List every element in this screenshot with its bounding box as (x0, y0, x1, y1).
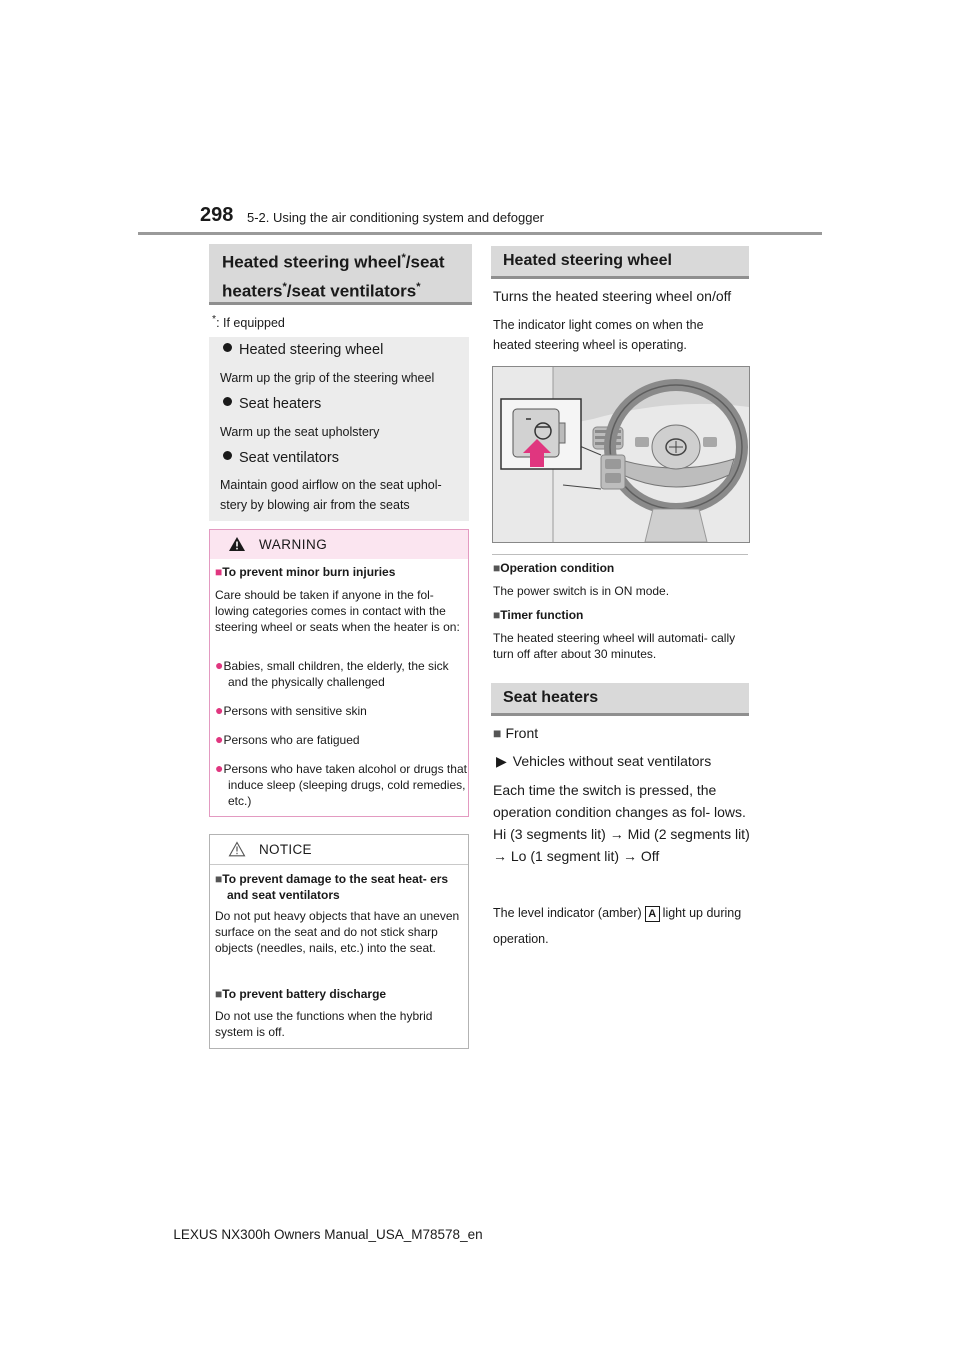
warning-subhead-text: To prevent minor burn injuries (222, 565, 396, 579)
bullet-dot-icon (223, 397, 232, 406)
timer-function-head (493, 608, 583, 622)
notice-subhead-text: To prevent damage to the seat heat- ers and seat ventilators (222, 872, 449, 902)
notice-para: Do not use the functions when the hybrid system is off. (215, 1009, 433, 1039)
feature-title-text: Seat ventilators (239, 450, 339, 466)
seat-heater-note-post: light up during operation. (493, 906, 742, 946)
warning-bullet-text: Babies, small children, the elderly, the sick and the physically challenged (223, 659, 449, 689)
notice-title: NOTICE (259, 842, 312, 857)
feature-title-text: Heated steering wheel (239, 342, 384, 358)
title-part-1: Heated steering wheel (222, 252, 402, 272)
title-part-2: /seat heaters (222, 252, 445, 301)
warning-box (209, 529, 469, 817)
notice-para: Do not put heavy objects that have an uneven surface on the seat and do not stick sharp objects (needles, nails, etc.) into the seat. (215, 909, 460, 955)
square-bullet-icon: ■ (493, 725, 502, 741)
notice-triangle-icon (228, 841, 246, 862)
warning-bullet (215, 760, 470, 809)
steering-wheel-illustration (492, 366, 750, 543)
no-ventilators-head-text: Vehicles without seat ventilators (512, 753, 712, 769)
footer-text: LEXUS NX300h Owners Manual_USA_M78578_en (173, 1227, 483, 1242)
notice-subhead (215, 871, 472, 903)
bullet-dot-icon (223, 451, 232, 460)
header-rule (138, 232, 822, 235)
warning-subhead (215, 565, 395, 579)
feature-title-text: Seat heaters (239, 396, 322, 412)
feature-desc: Warm up the seat upholstery (220, 425, 380, 439)
seat-heater-text (493, 779, 753, 867)
timer-function-text: The heated steering wheel will automati- cally turn off after about 30 minutes. (493, 631, 736, 661)
triangle-bullet-icon: ▶ (496, 753, 507, 769)
feature-title (223, 342, 383, 358)
title-star-3: * (416, 280, 421, 293)
notice-header (210, 835, 468, 865)
seat-heaters-title: Seat heaters (491, 683, 749, 716)
callout-letter-a: A (645, 906, 660, 922)
title-star-2: * (282, 280, 287, 293)
seat-heater-sequence: Hi (3 segments lit) → Mid (2 segments lit) → Lo (1 segment lit) → Off (493, 826, 750, 864)
bullet-dot-icon: ● (215, 760, 224, 776)
features-box (209, 337, 469, 521)
feature-title (223, 396, 321, 412)
square-bullet-icon: ■ (493, 561, 501, 575)
front-head-text: Front (505, 725, 539, 741)
warning-header (210, 530, 468, 559)
bullet-dot-icon: ● (215, 702, 224, 718)
operation-condition-head-text: Operation condition (500, 561, 615, 575)
seat-heater-note-pre: The level indicator (amber) (493, 906, 642, 920)
footnote-text: : If equipped (216, 316, 285, 331)
warning-bullet (215, 702, 470, 719)
warning-bullet-text: Persons with sensitive skin (223, 704, 367, 718)
feature-desc: Warm up the grip of the steering wheel (220, 371, 435, 385)
hsw-lead-text: Turns the heated steering wheel on/off (493, 288, 732, 304)
notice-subhead-text: To prevent battery discharge (222, 987, 387, 1001)
operation-condition-text: The power switch is in ON mode. (493, 584, 670, 598)
front-head (493, 725, 538, 741)
notice-box (209, 834, 469, 1049)
warning-para: Care should be taken if anyone in the fol- lowing categories comes in contact with the steering wheel or seats when the heater is on: (215, 588, 460, 634)
bullet-dot-icon: ● (215, 657, 224, 673)
title-part-3: /seat ventilators (286, 281, 417, 301)
hsw-note: The indicator light comes on when the heated steering wheel is operating. (493, 318, 704, 352)
footnote-mark: * (212, 314, 217, 325)
heated-steering-wheel-title: Heated steering wheel (491, 246, 749, 279)
page-number: 298 (200, 204, 234, 226)
warning-bullet (215, 731, 470, 748)
warning-bullet-text: Persons who are fatigued (223, 733, 360, 747)
bullet-dot-icon (223, 343, 232, 352)
warning-bullet-text: Persons who have taken alcohol or drugs that induce sleep (sleeping drugs, cold remedies, etc.) (223, 762, 467, 808)
square-bullet-icon: ■ (215, 987, 223, 1001)
square-bullet-icon: ■ (215, 872, 223, 886)
bullet-dot-icon: ● (215, 731, 224, 747)
square-bullet-icon: ■ (215, 565, 223, 579)
no-ventilators-head (496, 753, 711, 770)
feature-title (223, 450, 339, 466)
section-title: 5-2. Using the air conditioning system and defogger (247, 210, 545, 225)
feature-desc: Maintain good airflow on the seat uphol- stery by blowing air from the seats (220, 478, 442, 512)
seat-heater-intro: Each time the switch is pressed, the operation condition changes as fol- lows. (493, 782, 746, 820)
square-bullet-icon: ■ (493, 608, 501, 622)
left-section-title (209, 244, 472, 305)
operation-condition-head (493, 561, 614, 575)
right-divider (492, 554, 748, 555)
warning-title: WARNING (259, 537, 328, 552)
title-star-1: * (401, 252, 406, 264)
seat-heater-note (493, 900, 753, 952)
warning-bullet (215, 657, 470, 690)
footnote (212, 314, 285, 330)
warning-triangle-icon (228, 536, 246, 557)
timer-function-head-text: Timer function (500, 608, 584, 622)
notice-subhead (215, 987, 386, 1001)
